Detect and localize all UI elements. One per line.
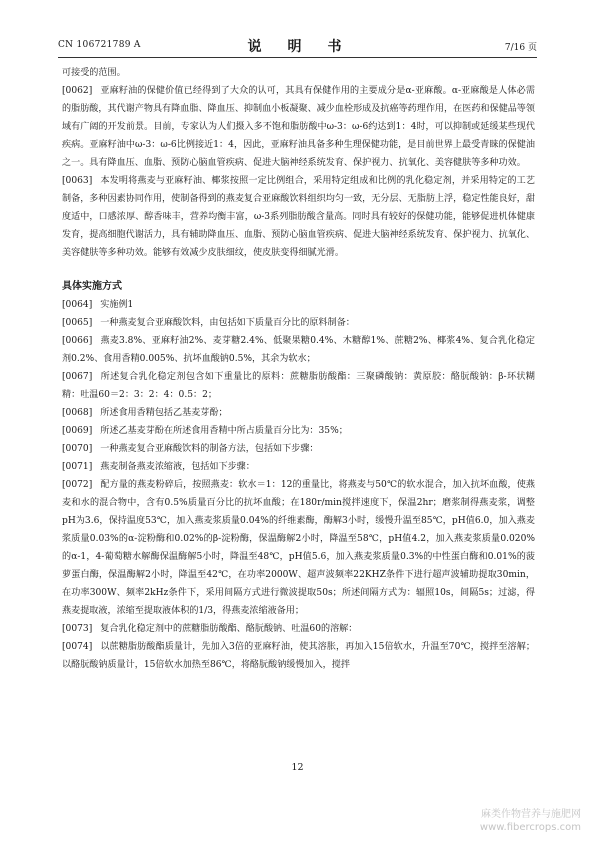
paragraph-text: 配方量的燕麦粉碎后，按照燕麦：软水＝1：12的重量比，将燕麦与50℃的软水混合，加入抗坏血酸，使燕麦和水的混合物中，含有0.5%质量百分比的抗坏血酸；在180r/min搅拌速度下，保温2hr；磨浆制得燕麦浆，调整pH为3.6，保持温度53℃，加入燕麦浆质量0.04%的纤维素酶，酶解3小时，缓慢升温至85℃，pH值6.0，加入燕麦浆质量0.03%的α-淀粉酶和0.02%的β-淀粉酶，保温酶解2小时，降温至58℃，pH值4.2，加入燕麦浆质量0.020%的α-1，4-葡萄糖水解酶保温酶解5小时，降温至48℃，pH值5.6，加入燕麦浆质量0.3%的中性蛋白酶和0.01%的菠萝蛋白酶，保温酶解2小时，降温至42℃，在功率2000W、超声波频率22KHZ条件下进行超声波辅助提取30min，在功率300W、频率2kHz条件下，采用间隔方式进行微波提取50s；所述间隔方式为：辐照10s，间隔5s；过滤，得燕麦提取液，浓缩至提取液体积的1/3，得燕麦浓缩液备用； bbox=[62, 480, 535, 616]
paragraph bbox=[62, 638, 535, 674]
paragraph bbox=[62, 476, 535, 620]
paragraph bbox=[62, 620, 535, 638]
paragraph-number: [0073] bbox=[62, 624, 93, 634]
paragraph bbox=[62, 458, 535, 476]
header-rule bbox=[58, 57, 537, 58]
paragraph-text: 可接受的范围。 bbox=[62, 68, 126, 78]
paragraph-text: 燕麦3.8%、亚麻籽油2%、麦芽糖2.4%、低聚果糖0.4%、木糖醇1%、蔗糖2%、椰浆4%、复合乳化稳定剂0.2%、食用香精0.005%、抗坏血酸钠0.5%，其余为软水； bbox=[62, 336, 535, 364]
paragraph-text: 所述食用香精包括乙基麦芽酚； bbox=[100, 408, 228, 418]
paragraph-number: [0066] bbox=[62, 336, 93, 346]
paragraph-group-embodiment bbox=[62, 296, 535, 674]
page-header bbox=[58, 36, 537, 56]
paragraph-text: 所述乙基麦芽酚在所述食用香精中所占质量百分比为：35%； bbox=[100, 426, 348, 436]
paragraph bbox=[62, 172, 535, 262]
paragraph-number: [0063] bbox=[62, 176, 93, 186]
paragraph bbox=[62, 296, 535, 314]
document-type-title: 说 明 书 bbox=[247, 39, 348, 55]
paragraph bbox=[62, 64, 535, 82]
paragraph-number: [0065] bbox=[62, 318, 93, 328]
paragraph-number: [0071] bbox=[62, 462, 93, 472]
paragraph bbox=[62, 82, 535, 172]
paragraph-number: [0064] bbox=[62, 300, 93, 310]
section-title: 具体实施方式 bbox=[62, 281, 122, 292]
watermark-line-1: 麻类作物营养与施肥网 bbox=[481, 809, 581, 820]
paragraph-text: 亚麻籽油的保健价值已经得到了大众的认可，其具有保健作用的主要成分是α-亚麻酸。α-亚麻酸是人体必需的脂肪酸，其代谢产物具有降血脂、降血压、抑制血小板凝聚、减少血栓形成及抗癌等药理作用，在医药和保健品等领域有广阔的开发前景。目前，专家认为人们摄入多不饱和脂肪酸中ω-3：ω-6约达到1：4时，可以抑制或延缓某些现代疾病。亚麻籽油中ω-3：ω-6比例接近1：4，因此，亚麻籽油具备多种生理保健功能，是目前世界上最受青睐的保健油之一。具有降血压、血脂、预防心脑血管疾病、促进大脑神经系统发育、保护视力、抗氧化、美容健肤等多种功效。 bbox=[62, 86, 535, 168]
paragraph-text: 所述复合乳化稳定剂包含如下重量比的原料：蔗糖脂肪酸酯：三聚磷酸钠：黄原胶：酪朊酸钠：β-环状糊精：吐温60＝2：3：2：4：0.5：2； bbox=[62, 372, 535, 400]
paragraph-text: 燕麦制备燕麦浓缩液，包括如下步骤： bbox=[100, 462, 255, 472]
paragraph bbox=[62, 422, 535, 440]
paragraph-number: [0062] bbox=[62, 86, 93, 96]
site-watermark bbox=[480, 808, 581, 834]
paragraph-text: 本发明将燕麦与亚麻籽油、椰浆按照一定比例组合，采用特定组成和比例的乳化稳定剂，并采用特定的工艺制备，多种因素协同作用，使制备得到的燕麦复合亚麻酸饮料组织均匀一致，无分层、无脂肪上浮，稳定性能良好，甜度适中，口感浓厚、醇香味丰，营养均衡丰富，ω-3系列脂肪酸含量高。同时具有较好的保健功能，能够促进机体健康发育，提高细胞代谢活力，具有辅助降血压、血脂、预防心脑血管疾病、促进大脑神经系统发育、保护视力、抗氧化、美容健肤等多种功效。能够有效减少皮肤细纹，使皮肤变得细腻光滑。 bbox=[62, 176, 535, 258]
paragraph-number: [0067] bbox=[62, 372, 93, 382]
paragraph-number: [0072] bbox=[62, 480, 93, 490]
paragraph bbox=[62, 332, 535, 368]
paragraph-number: [0070] bbox=[62, 444, 93, 454]
paragraph-text: 复合乳化稳定剂中的蔗糖脂肪酸酯、酪朊酸钠、吐温60的溶解： bbox=[100, 624, 358, 634]
paragraph-group-intro bbox=[62, 64, 535, 262]
paragraph-number: [0074] bbox=[62, 642, 93, 652]
paragraph-number: [0069] bbox=[62, 426, 93, 436]
publication-number: CN 106721789 A bbox=[58, 40, 141, 50]
document-body bbox=[62, 64, 535, 674]
paragraph bbox=[62, 404, 535, 422]
paragraph-text: 一种燕麦复合亚麻酸饮料的制备方法，包括如下步骤： bbox=[100, 444, 319, 454]
paragraph-text: 实施例1 bbox=[100, 300, 134, 310]
paragraph-number: [0068] bbox=[62, 408, 93, 418]
watermark-line-2: www.fibercrops.com bbox=[479, 822, 581, 833]
page-indicator: 7/16 页 bbox=[504, 43, 537, 53]
paragraph bbox=[62, 368, 535, 404]
paragraph-text: 一种燕麦复合亚麻酸饮料，由包括如下质量百分比的原料制备： bbox=[100, 318, 355, 328]
page-number: 12 bbox=[291, 762, 304, 773]
paragraph bbox=[62, 314, 535, 332]
paragraph-text: 以蔗糖脂肪酸酯质量计，先加入3倍的亚麻籽油，使其溶胀，再加入15倍软水，升温至70℃，搅拌至溶解；以酪朊酸钠质量计，15倍软水加热至86℃，将酪朊酸钠缓慢加入，搅拌 bbox=[62, 642, 535, 670]
paragraph bbox=[62, 440, 535, 458]
